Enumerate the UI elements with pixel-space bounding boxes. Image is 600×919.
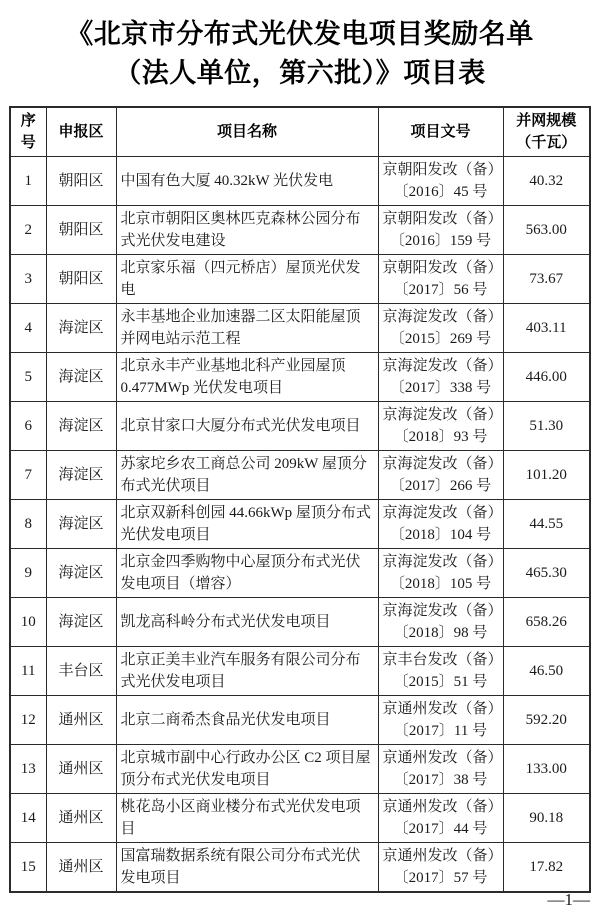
doc-number-line2: 〔2016〕45 号 <box>393 184 488 200</box>
table-row <box>10 598 590 647</box>
cell-doc-number <box>378 794 503 843</box>
cell-district: 通州区 <box>46 745 116 794</box>
cell-project-name: 桃花岛小区商业楼分布式光伏发电项目 <box>116 794 378 843</box>
cell-serial-number: 13 <box>10 745 46 794</box>
header-grid-scale-line2: （千瓦） <box>516 134 577 151</box>
table-row <box>10 157 590 206</box>
cell-grid-scale: 592.20 <box>503 696 590 745</box>
cell-grid-scale: 90.18 <box>503 794 590 843</box>
doc-number-line2: 〔2015〕269 号 <box>389 331 492 347</box>
cell-doc-number <box>378 549 503 598</box>
cell-doc-number <box>378 451 503 500</box>
page-number: —1— <box>547 890 590 909</box>
cell-district: 朝阳区 <box>46 206 116 255</box>
cell-serial-number: 10 <box>10 598 46 647</box>
table-row <box>10 451 590 500</box>
table-header-row <box>10 107 590 157</box>
cell-doc-number <box>378 745 503 794</box>
cell-project-name: 北京正美丰业汽车服务有限公司分布式光伏发电项目 <box>116 647 378 696</box>
table-row <box>10 206 590 255</box>
cell-serial-number: 11 <box>10 647 46 696</box>
cell-district: 海淀区 <box>46 549 116 598</box>
cell-district: 朝阳区 <box>46 255 116 304</box>
doc-number-line2: 〔2017〕44 号 <box>393 821 488 837</box>
header-doc-number: 项目文号 <box>378 107 503 157</box>
document-title-line2: （法人单位，第六批）》项目表 <box>114 58 486 88</box>
header-grid-scale-line1: 并网规模 <box>516 112 577 129</box>
cell-district: 丰台区 <box>46 647 116 696</box>
cell-district: 海淀区 <box>46 304 116 353</box>
cell-district: 海淀区 <box>46 353 116 402</box>
header-district: 申报区 <box>46 107 116 157</box>
doc-number-line2: 〔2017〕38 号 <box>393 772 488 788</box>
cell-serial-number: 8 <box>10 500 46 549</box>
doc-number-line2: 〔2018〕104 号 <box>389 527 492 543</box>
doc-number-line2: 〔2015〕51 号 <box>393 674 488 690</box>
cell-serial-number: 6 <box>10 402 46 451</box>
cell-grid-scale: 658.26 <box>503 598 590 647</box>
cell-project-name: 苏家坨乡农工商总公司 209kW 屋顶分布式光伏项目 <box>116 451 378 500</box>
cell-grid-scale: 101.20 <box>503 451 590 500</box>
document-title-line1: 《北京市分布式光伏发电项目奖励名单 <box>66 19 534 49</box>
doc-number-line1: 京海淀发改（备） <box>382 554 503 570</box>
doc-number-line1: 京海淀发改（备） <box>382 603 503 619</box>
cell-project-name: 北京甘家口大厦分布式光伏发电项目 <box>116 402 378 451</box>
cell-doc-number <box>378 647 503 696</box>
doc-number-line2: 〔2018〕105 号 <box>389 576 492 592</box>
cell-district: 通州区 <box>46 794 116 843</box>
doc-number-line1: 京通州发改（备） <box>382 750 503 766</box>
table-row <box>10 353 590 402</box>
cell-district: 海淀区 <box>46 402 116 451</box>
cell-grid-scale: 403.11 <box>503 304 590 353</box>
cell-doc-number <box>378 206 503 255</box>
cell-project-name: 中国有色大厦 40.32kW 光伏发电 <box>116 157 378 206</box>
doc-number-line2: 〔2017〕57 号 <box>393 870 488 886</box>
cell-serial-number: 5 <box>10 353 46 402</box>
doc-number-line1: 京海淀发改（备） <box>382 505 503 521</box>
cell-grid-scale: 17.82 <box>503 843 590 893</box>
cell-serial-number: 7 <box>10 451 46 500</box>
cell-serial-number: 15 <box>10 843 46 893</box>
cell-district: 海淀区 <box>46 500 116 549</box>
doc-number-line2: 〔2017〕266 号 <box>389 478 492 494</box>
table-row <box>10 696 590 745</box>
projects-table <box>9 106 591 893</box>
cell-district: 海淀区 <box>46 598 116 647</box>
table-row <box>10 549 590 598</box>
cell-grid-scale: 563.00 <box>503 206 590 255</box>
doc-number-line1: 京丰台发改（备） <box>382 652 503 668</box>
cell-doc-number <box>378 598 503 647</box>
cell-doc-number <box>378 157 503 206</box>
table-row <box>10 402 590 451</box>
cell-district: 朝阳区 <box>46 157 116 206</box>
table-row <box>10 843 590 893</box>
table-body <box>10 157 590 893</box>
table-row <box>10 745 590 794</box>
cell-serial-number: 12 <box>10 696 46 745</box>
doc-number-line2: 〔2016〕159 号 <box>389 233 492 249</box>
table-row <box>10 255 590 304</box>
cell-project-name: 北京城市副中心行政办公区 C2 项目屋顶分布式光伏发电项目 <box>116 745 378 794</box>
cell-district: 海淀区 <box>46 451 116 500</box>
doc-number-line2: 〔2017〕11 号 <box>393 723 488 739</box>
cell-doc-number <box>378 353 503 402</box>
cell-grid-scale: 51.30 <box>503 402 590 451</box>
cell-grid-scale: 133.00 <box>503 745 590 794</box>
cell-project-name: 北京永丰产业基地北科产业园屋顶0.477MWp 光伏发电项目 <box>116 353 378 402</box>
cell-grid-scale: 44.55 <box>503 500 590 549</box>
table-row <box>10 794 590 843</box>
cell-project-name: 凯龙高科岭分布式光伏发电项目 <box>116 598 378 647</box>
document-title <box>0 0 600 93</box>
cell-project-name: 北京二商希杰食品光伏发电项目 <box>116 696 378 745</box>
cell-doc-number <box>378 843 503 893</box>
cell-grid-scale: 46.50 <box>503 647 590 696</box>
doc-number-line1: 京通州发改（备） <box>382 701 503 717</box>
cell-project-name: 北京双新科创园 44.66kWp 屋顶分布式光伏发电项目 <box>116 500 378 549</box>
cell-serial-number: 9 <box>10 549 46 598</box>
doc-number-line1: 京朝阳发改（备） <box>382 260 503 276</box>
cell-doc-number <box>378 500 503 549</box>
cell-grid-scale: 40.32 <box>503 157 590 206</box>
cell-project-name: 北京金四季购物中心屋顶分布式光伏发电项目（增容） <box>116 549 378 598</box>
cell-doc-number <box>378 304 503 353</box>
cell-grid-scale: 446.00 <box>503 353 590 402</box>
table-row <box>10 500 590 549</box>
table-row <box>10 647 590 696</box>
cell-serial-number: 14 <box>10 794 46 843</box>
cell-serial-number: 1 <box>10 157 46 206</box>
cell-serial-number: 4 <box>10 304 46 353</box>
cell-serial-number: 3 <box>10 255 46 304</box>
cell-project-name: 国富瑞数据系统有限公司分布式光伏发电项目 <box>116 843 378 893</box>
doc-number-line2: 〔2017〕56 号 <box>393 282 488 298</box>
cell-doc-number <box>378 255 503 304</box>
cell-project-name: 永丰基地企业加速器二区太阳能屋顶并网电站示范工程 <box>116 304 378 353</box>
cell-district: 通州区 <box>46 843 116 893</box>
cell-district: 通州区 <box>46 696 116 745</box>
cell-project-name: 北京市朝阳区奥林匹克森林公园分布式光伏发电建设 <box>116 206 378 255</box>
cell-project-name: 北京家乐福（四元桥店）屋顶光伏发电 <box>116 255 378 304</box>
doc-number-line1: 京朝阳发改（备） <box>382 211 503 227</box>
doc-number-line1: 京海淀发改（备） <box>382 309 503 325</box>
cell-serial-number: 2 <box>10 206 46 255</box>
header-project-name: 项目名称 <box>116 107 378 157</box>
doc-number-line1: 京通州发改（备） <box>382 848 503 864</box>
cell-doc-number <box>378 402 503 451</box>
header-serial-number: 序号 <box>10 107 46 157</box>
cell-grid-scale: 73.67 <box>503 255 590 304</box>
doc-number-line2: 〔2017〕338 号 <box>389 380 492 396</box>
cell-doc-number <box>378 696 503 745</box>
doc-number-line2: 〔2018〕93 号 <box>393 429 488 445</box>
header-grid-scale <box>503 107 590 157</box>
cell-grid-scale: 465.30 <box>503 549 590 598</box>
doc-number-line1: 京朝阳发改（备） <box>382 162 503 178</box>
table-row <box>10 304 590 353</box>
doc-number-line2: 〔2018〕98 号 <box>393 625 488 641</box>
doc-number-line1: 京海淀发改（备） <box>382 407 503 423</box>
doc-number-line1: 京海淀发改（备） <box>382 358 503 374</box>
doc-number-line1: 京通州发改（备） <box>382 799 503 815</box>
doc-number-line1: 京海淀发改（备） <box>382 456 503 472</box>
